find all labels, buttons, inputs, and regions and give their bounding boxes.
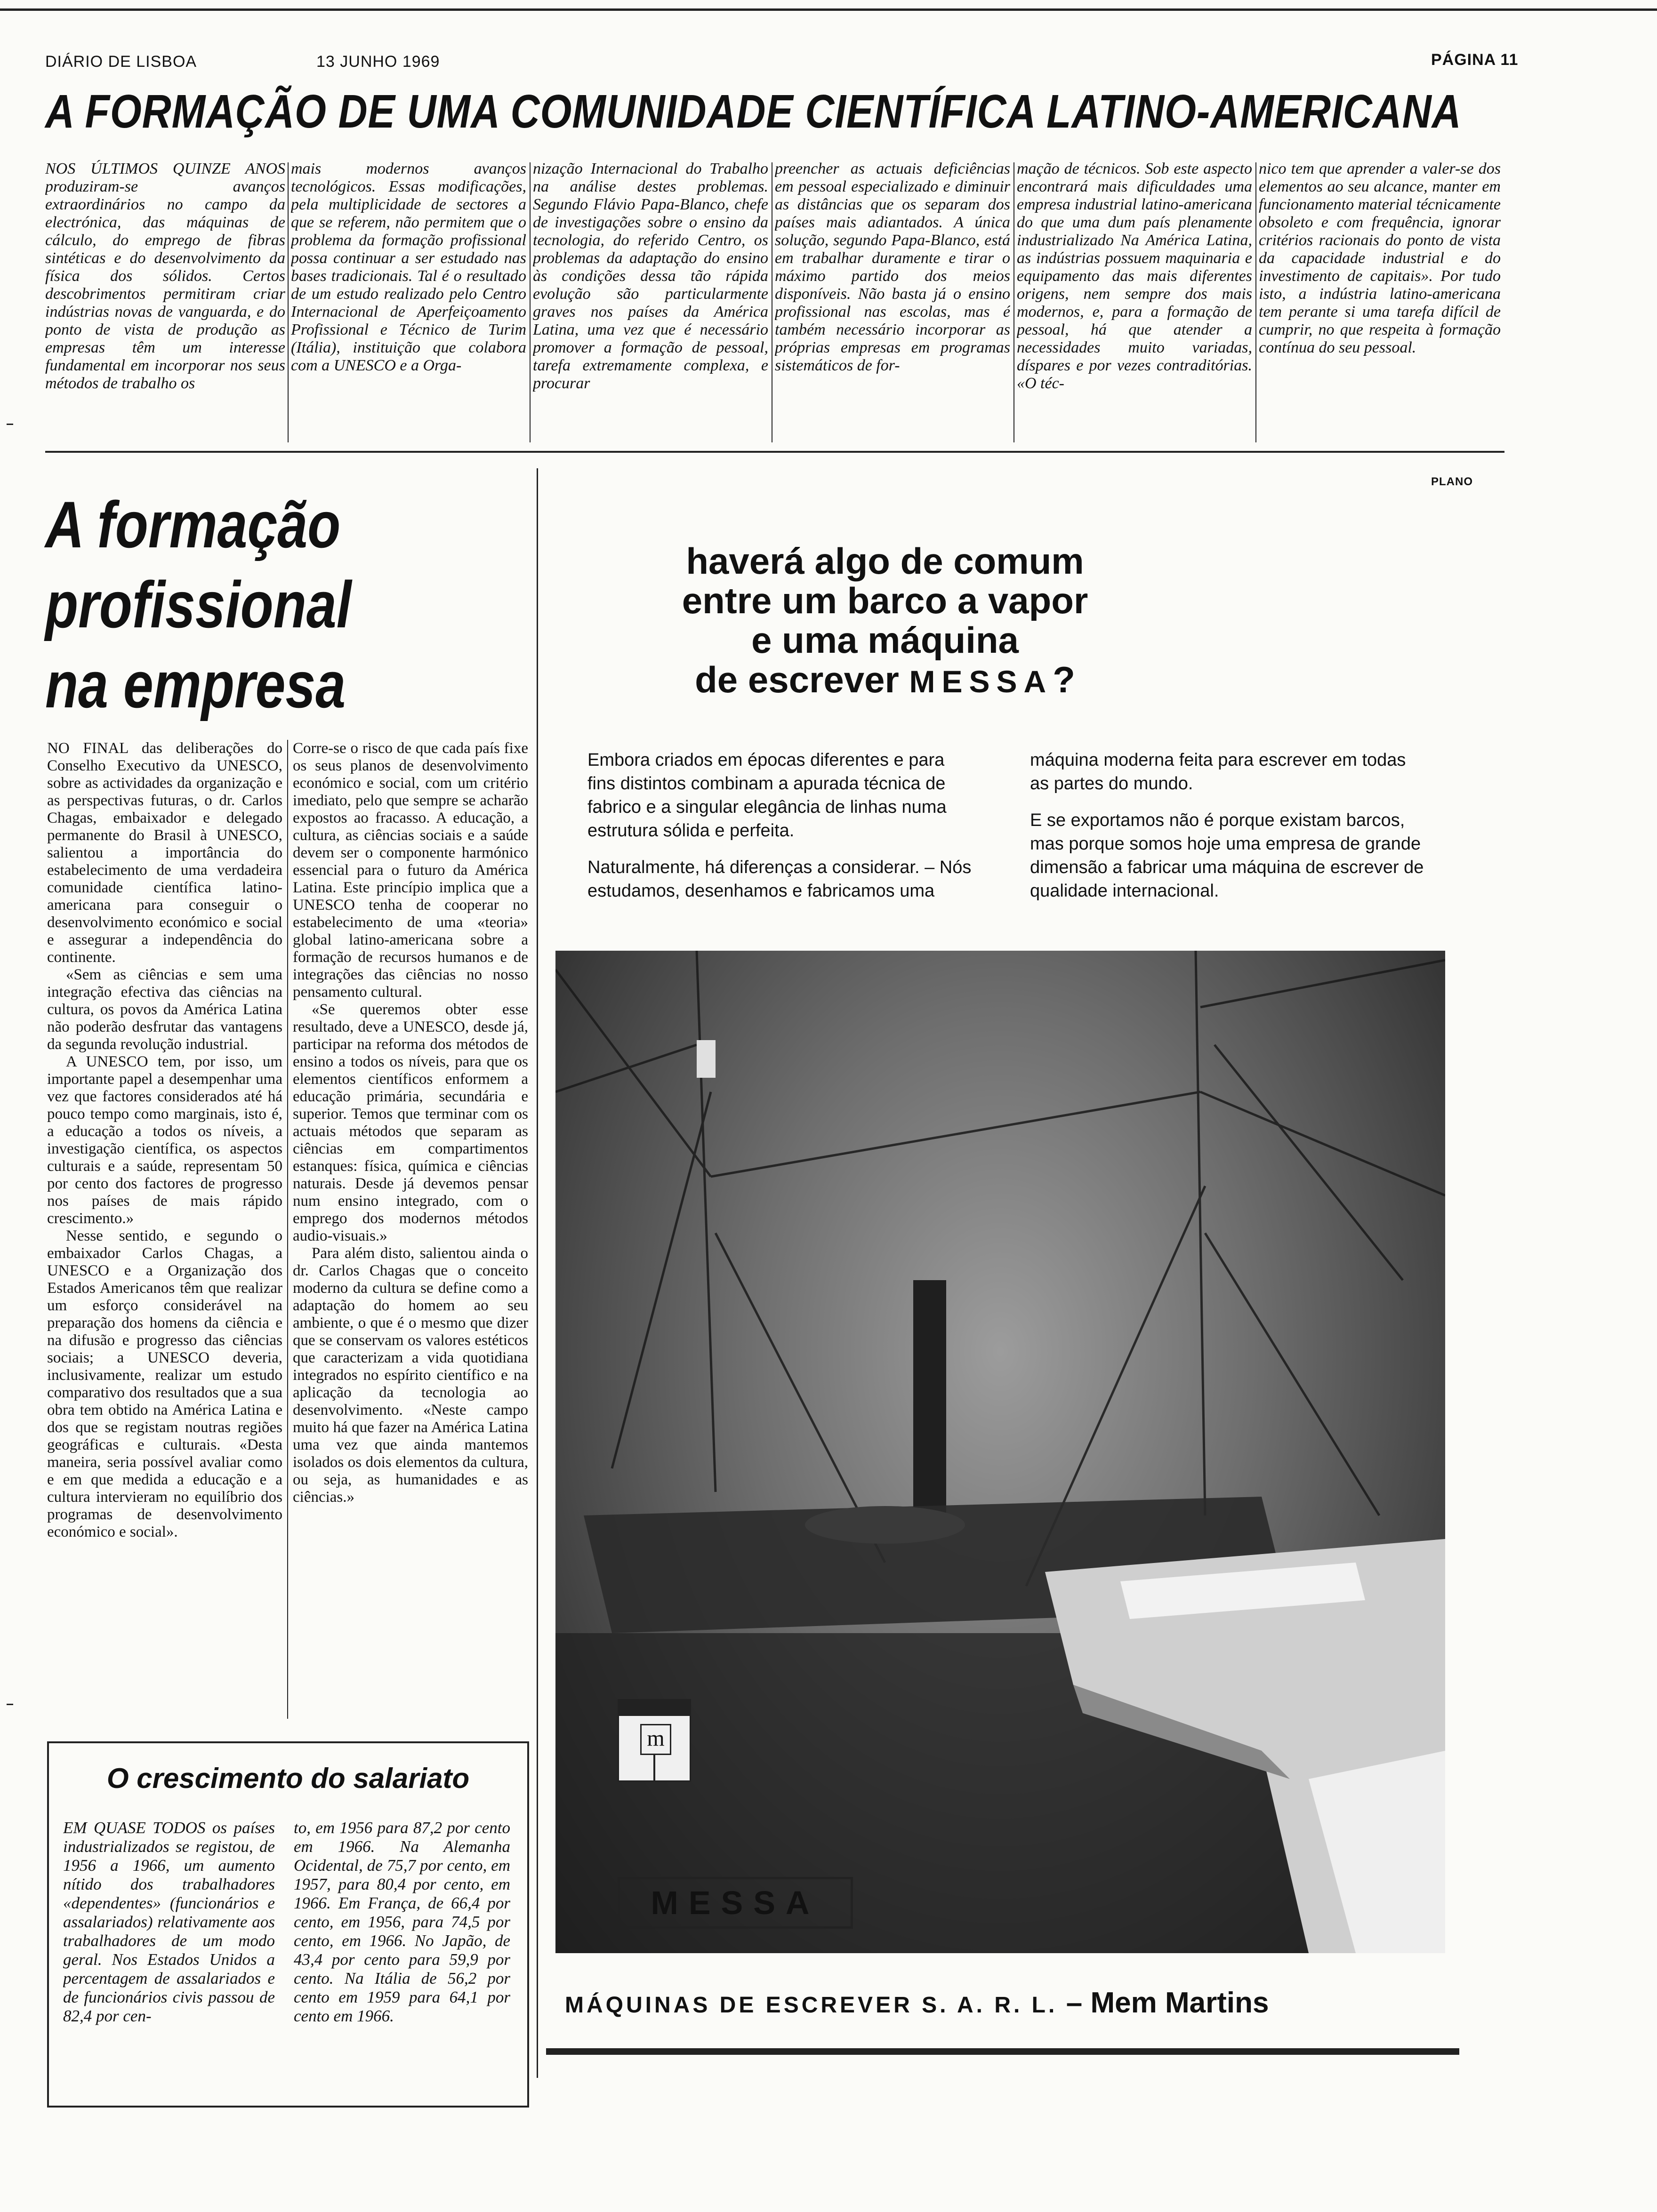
main-headline: A FORMAÇÃO DE UMA COMUNIDADE CIENTÍFICA LATINO-AMERICANA [45, 85, 1462, 138]
ad-photo [555, 951, 1445, 1953]
top-article-column-4: preencher as actuais deficiências em pessoal especializado e diminuir as distâncias que os separam dos países mais adiantados. A única solução, segundo Papa-Blanco, está em trabalhar duramente e tirar o máximo partido dos meios disponíveis. Não basta já o ensino profissional nas escolas, mas é também necessário incorporar as próprias empresas em programas sistemáticos de for- [775, 160, 1010, 374]
paragraph: Nesse sentido, e segundo o embaixador Carlos Chagas, a UNESCO e a Organização dos Estados Americanos têm que realizar um esforço considerável na preparação dos homens da ciência e na difusão e progresso das ciências sociais; a UNESCO deveria, inclusivamente, realizar um estudo comparativo dos resultados que a sua obra tem obtido na América Latina e dos que se registam noutras regiões geográficas e culturais. «Desta maneira, seria possível avaliar como e em que medida a educação e a cultura intervieram no equilíbrio dos programas de desenvolvimento económico e social». [47, 1227, 282, 1540]
headline-line-2: profissional [45, 568, 352, 641]
ad-headline-text: de escrever [695, 659, 899, 700]
page-number: PÁGINA 11 [1431, 51, 1519, 69]
footer-place: – Mem Martins [1066, 1987, 1269, 2019]
salary-column-1: EM QUASE TODOS os países industrializados se registou, de 1956 a 1966, um aumento nítido dos trabalhadores «dependentes» (funcionários e assalariados) relativamente aos trabalhadores de um modo geral. Nos Estados Unidos a percentagem de assalariados e de funcionários civis passou de 82,4 por cen- [63, 1819, 275, 2025]
salary-column-2: to, em 1956 para 87,2 por cento em 1966. Na Alemanha Ocidental, de 75,7 por cento, em 1957, para 80,4 por cento, em 1966. Em França, de 66,4 por cento, em 1956, para 74,5 por cento, em 1966. No Japão, de 43,4 por cento para 59,9 por cento. Na Itália de 56,2 por cento em 1959 para 64,1 por cento em 1966. [294, 1819, 510, 2025]
footer-company: MÁQUINAS DE ESCREVER S. A. R. L. [565, 1993, 1058, 2018]
ad-paragraph: máquina moderna feita para escrever em todas as partes do mundo. [1030, 750, 1406, 793]
ad-headline-line-1: haverá algo de comum [686, 540, 1084, 582]
margin-mark [7, 1704, 13, 1705]
col-divider [287, 740, 288, 1719]
ad-footer [565, 1986, 1269, 2020]
ad-paragraph: E se exportamos não é porque existam barcos, mas porque somos hoje uma empresa de grande dimensão a fabricar uma máquina de escrever de qualidade internacional. [1030, 810, 1424, 901]
logo-stem [653, 1754, 655, 1780]
top-article-column-3: nização Internacional do Trabalho na análise destes problemas. Segundo Flávio Papa-Blanco, chefe de investigações sobre o ensino da tecnologia, do referido Centro, os problemas da adaptação do ensino às condições dessa tão rápida evolução são particularmente graves nos países da América Latina, uma vez que é necessário promover a formação de pessoal, tarefa extremamente complexa, e procurar [533, 160, 768, 392]
ad-text-right [1030, 748, 1425, 916]
brand-box: MESSA [618, 1877, 853, 1929]
issue-date: 13 JUNHO 1969 [316, 53, 440, 71]
paragraph: NO FINAL das deliberações do Conselho Executivo da UNESCO, sobre as actividades da organização e as perspectivas futuras, o dr. Carlos Chagas, embaixador e delegado permanente do Brasil à UNESCO, salientou a importância do estabelecimento de uma verdadeira comunidade científica latino-americana para conseguir o desenvolvimento económico e social e assegurar a independência do continente. [47, 740, 282, 966]
ad-headline-qmark: ? [1053, 659, 1075, 700]
top-border [0, 8, 1657, 11]
ad-bottom-rule [546, 2048, 1459, 2055]
messa-logo [618, 1699, 691, 1782]
ad-text-left [587, 748, 973, 916]
col-divider [1255, 162, 1256, 442]
col-divider [530, 162, 531, 442]
headline-line-1: A formação [45, 488, 341, 561]
left-article-column-1 [47, 740, 282, 1719]
ad-headline-line-3: e uma máquina [751, 619, 1019, 661]
ad-headline-line-2: entre um barco a vapor [682, 580, 1088, 621]
ad-left-border [537, 468, 538, 2078]
margin-mark [7, 424, 13, 425]
section-divider [45, 451, 1504, 453]
logo-bar [618, 1699, 691, 1716]
logo-letter: m [640, 1724, 671, 1755]
salary-box-title: O crescimento do salariato [106, 1763, 470, 1794]
paragraph: «Se queremos obter esse resultado, deve a UNESCO, desde já, participar na reforma dos métodos de ensino a todos os níveis, para que os elementos científicos enformem a educação primária, secundária e superior. Temos que terminar com os actuais métodos que separam as ciências em compartimentos estanques: física, química e ciências naturais. Desde já devemos pensar num ensino integrado, com o emprego dos modernos métodos audio-visuais.» [293, 1001, 528, 1244]
paragraph: «Sem as ciências e sem uma integração efectiva das ciências na cultura, os povos da América Latina não poderão desfrutar das vantagens da segunda revolução industrial. [47, 966, 282, 1053]
ad-headline-line-4 [603, 660, 1167, 701]
paragraph: Para além disto, salientou ainda o dr. Carlos Chagas que o conceito moderno da cultura se define como a adaptação do homem ao seu ambiente, o que é o mesmo que dizer que se conservam os valores estéticos que caracterizam a vida quotidiana integrados no espírito científico e na aplicação da tecnologia ao desenvolvimento. «Neste campo muito há que fazer na América Latina uma vez que ainda mantemos isolados os dois elementos da cultura, ou seja, as humanidades e as ciências.» [293, 1245, 528, 1506]
top-article-column-2: mais modernos avanços tecnológicos. Essas modificações, pela multiplicidade de sectores a que se referem, não permitem que o problema da formação profissional possa continuar a ser estudado nas bases tradicionais. Tal é o resultado de um estudo realizado pelo Centro Internacional de Aperfeiçoamento Profissional e Técnico de Turim (Itália), instituição que colabora com a UNESCO e a Orga- [291, 160, 526, 374]
ad-paragraph: Naturalmente, há diferenças a considerar. – Nós estudamos, desenhamos e fabricamos uma [587, 858, 972, 901]
paper-name: DIÁRIO DE LISBOA [45, 53, 197, 71]
left-article-headline [45, 485, 352, 725]
col-divider [288, 162, 289, 442]
paragraph: Corre-se o risco de que cada país fixe os seus planos de desenvolvimento económico e social, com um critério imediato, pelo que sempre se acharão expostos ao fracasso. A educação, a cultura, as ciências sociais e a saúde devem ser o componente harmónico essencial para o futuro da América Latina. Este princípio implica que a UNESCO tenha de cooperar no estabelecimento de uma «teoria» global latino-americana sobre a formação de recursos humanos e de integrações das ciências no nosso pensamento cultural. [293, 740, 528, 1001]
top-article-column-1: NOS ÚLTIMOS QUINZE ANOS produziram-se avanços extraordinários no campo da electrónica, das máquinas de cálculo, do emprego de fibras sintéticas e do desenvolvimento da física dos sólidos. Certos descobrimentos permitiram criar indústrias novas de vanguarda, e do ponto de vista de produção as empresas têm um interesse fundamental em incorporar nos seus métodos de trabalho os [45, 160, 285, 392]
ad-headline [603, 541, 1167, 701]
ad-headline-brand: MESSA [909, 664, 1053, 699]
salary-box [47, 1741, 529, 2108]
ad-paragraph: Embora criados em épocas diferentes e para fins distintos combinam a apurada técnica de fabrico e a singular elegância de linhas numa estrutura sólida e perfeita. [587, 750, 947, 841]
top-article-column-5: mação de técnicos. Sob este aspecto encontrará mais dificuldades uma empresa industrial latino-americana do que uma dum país plenamente industrializado Na América Latina, as indústrias possuem maquinaria e equipamento das mais diferentes origens, nem sempre dos mais modernos, e, para a formação de pessoal, há que atender a necessidades muito variadas, díspares e por vezes contraditórias. «O téc- [1017, 160, 1252, 392]
ad-agency-mark: PLANO [1431, 475, 1473, 488]
ship-photo-illustration [555, 951, 1445, 1953]
top-article-column-6: nico tem que aprender a valer-se dos elementos ao seu alcance, manter em funcionamento material técnicamente obsoleto e com frequência, ignorar critérios racionais do ponto de vista da capacidade industrial e do investimento de capitais». Por tudo isto, a indústria latino-americana tem perante si uma tarefa difícil de cumprir, no que respeita à formação contínua do seu pessoal. [1259, 160, 1501, 356]
paragraph: A UNESCO tem, por isso, um importante papel a desempenhar uma vez que factores considerados até há pouco tempo como marginais, isto é, a educação a todos os níveis, a investigação científica, os aspectos culturais e a saúde, representam 50 por cento dos factores de progresso nos países de mais rápido crescimento.» [47, 1053, 282, 1227]
headline-line-3: na empresa [45, 648, 346, 721]
left-article-column-2 [293, 740, 528, 1719]
